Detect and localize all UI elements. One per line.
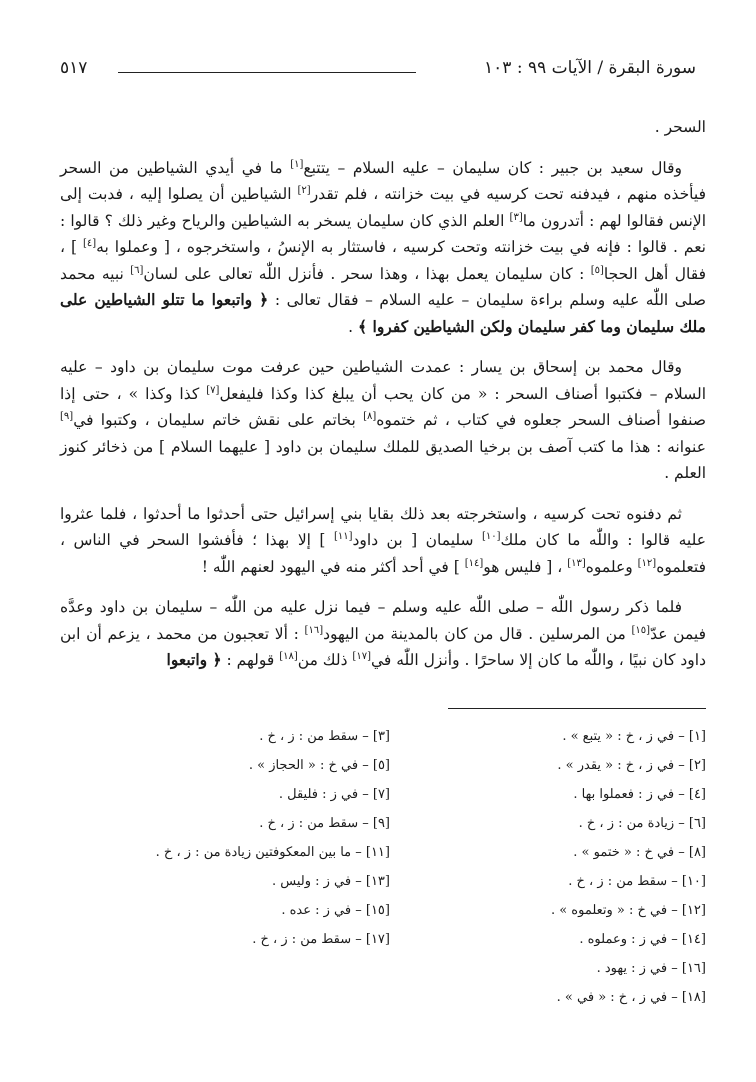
header-rule [118,72,416,73]
footnote-item: [١٦] – في ز : يهود . [596,961,706,976]
footnote-ref: [٧] [206,384,220,396]
text-run: السحر . [654,118,706,136]
footnote-ref: [٥] [590,264,604,276]
footnote-ref: [١١] [333,530,353,542]
text-run: ثم دفنوه تحت كرسيه ، واستخرجته بعد ذلك بقايا بني إسرائيل حتى أحدثوا ما أحدثوا ، فلما عثروا عليه قالوا : واللّٰه ما كان ملك [60,504,706,549]
footnote-ref: [١٤] [464,557,484,569]
text-run: . [348,317,359,336]
footnote-item: [٥] – في خ : « الحجاز » . [248,758,390,773]
footnote-divider [448,708,706,709]
text-run: كذا وكذا » ، حتى إذا صنفوا أصناف السحر جعلوه في كتاب ، ثم ختموه [60,384,706,429]
footnote-ref: [٩] [60,410,74,422]
text-run: : كان سليمان يعمل بهذا ، وهذا سحر . فأنزل اللّٰه تعالى على لسان [143,264,591,283]
quran-verse: ﴿ واتبعوا ما تتلو الشياطين على ملك سليمان وما كفر سليمان ولكن الشياطين كفروا ﴾ [60,290,706,336]
footnote-ref: [١٠] [481,530,501,542]
text-run: سليمان [ بن داود [352,531,482,549]
footnote-ref: [١٧] [352,650,371,662]
footnote-ref: [٣] [509,211,523,223]
surah-title: سورة البقرة / الآيات ٩٩ : ١٠٣ [484,58,696,78]
text-run: الشياطين أن يصلوا إليه ، فدبت إلى الإنس فقالوا لهم : أتدرون ما [60,185,707,230]
footnote-item: [٣] – سقط من : ز ، خ . [259,729,390,744]
page-number: ٥١٧ [60,58,88,78]
footnote-item: [١] – في ز ، خ : « يتبع » . [562,729,706,744]
footnote-item: [١٣] – في ز : وليس . [272,874,390,889]
footnote-ref: [١٣] [567,557,586,569]
text-run: ] ، فقال أهل الحجا [60,238,706,283]
footnote-item: [١٢] – في خ : « وتعلموه » . [550,903,706,918]
footnote-ref: [١٥] [631,624,651,636]
paragraph [60,114,706,141]
footnote-ref: [١٨] [279,650,298,662]
text-run: نبيه محمد صلى اللّٰه عليه وسلم براءة سليمان – عليه السلام – فقال تعالى : [60,264,706,309]
text-run: عنوانه : هذا ما كتب آصف بن برخيا الصديق للملك سليمان بن داود [ عليهما السلام ] من ذخائر كنوز العلم . [60,437,706,482]
text-run: فلما ذكر رسول اللّٰه – صلى اللّٰه عليه وسلم – فيما نزل عليه من اللّٰه – سليمان بن داود وعدَّه فيمن عدّ [60,598,706,643]
text-run: ذلك من [297,651,353,669]
text-run: العلم الذي كان سليمان يسخر به الشياطين والرياح وغير ذلك ؟ قالوا : نعم . قالوا : فإنه في بيت خزانته وتحت كرسيه ، فاستثار به الإنسُ ، واستخرجوه ، [ وعملوا به [60,211,706,256]
quran-verse: ﴿ واتبعوا [166,650,222,669]
footnotes-column-right [406,722,706,1012]
footnote-ref: [١] [290,158,304,170]
text-run: بخاتم على نقش خاتم سليمان ، وكتبوا في [73,411,364,429]
text-run: وقال محمد بن إسحاق بن يسار : عمدت الشياطين حين عرفت موت سليمان بن داود – عليه السلام – فكتبوا أصناف السحر : « من كان يحب أن يبلغ كذا وكذا فليفعل [60,358,707,403]
footnote-item: [٨] – في خ : « ختمو » . [573,845,706,860]
footnote-ref: [٨] [363,410,377,422]
text-run: ] إلا بهذا ؛ فأفشوا السحر في الناس ، فتعلموه [60,531,706,576]
footnote-item: [٦] – زيادة من : ز ، خ . [578,816,706,831]
footnote-item: [٩] – سقط من : ز ، خ . [259,816,390,831]
footnote-ref: [٦] [130,264,144,276]
footnote-item: [١٠] – سقط من : ز ، خ . [568,874,706,889]
text-run: ، [ فليس هو [483,557,568,576]
footnote-item: [١٧] – سقط من : ز ، خ . [252,932,390,947]
paragraph [60,594,706,674]
main-text [60,114,706,688]
text-run: قولهم : [221,651,280,669]
footnotes-column-left [90,722,390,954]
page-header [60,58,696,86]
paragraph [60,501,706,581]
text-run: من المرسلين . قال من كان بالمدينة من اليهود [323,624,632,643]
text-run: : ألا تعجبون من محمد ، يزعم أن ابن داود كان نبيًا ، واللّٰه ما كان إلا ساحرًا . وأنزل اللّٰه في [60,624,706,669]
footnote-ref: [١٢] [637,557,657,569]
text-run: وقال سعيد بن جبير : كان سليمان – عليه السلام – يتتبع [303,158,682,177]
paragraph [60,354,706,487]
text-run: وعلموه [585,557,638,576]
footnote-item: [١٨] – في ز ، خ : « في » . [556,990,706,1005]
footnote-item: [١٥] – في ز : عده . [281,903,390,918]
footnote-ref: [١٦] [304,624,324,636]
footnote-item: [٢] – في ز ، خ : « يقدر » . [557,758,706,773]
footnote-item: [١٤] – في ز : وعملوه . [579,932,706,947]
footnote-item: [٤] – في ز : فعملوا بها . [573,787,706,802]
footnote-ref: [٢] [297,184,311,196]
paragraph [60,155,706,341]
text-run: ] في أحد أكثر منه في اليهود لعنهم اللّٰه ! [201,557,465,576]
footnote-item: [١١] – ما بين المعكوفتين زيادة من : ز ، خ . [155,845,390,860]
footnote-item: [٧] – في ز : فليقل . [278,787,390,802]
footnote-ref: [٤] [82,237,97,249]
text-run: ما في أيدي الشياطين من السحر فيأخذه منهم ، فيدفنه تحت كرسيه في بيت خزانته ، فلم تقدر [60,158,706,203]
